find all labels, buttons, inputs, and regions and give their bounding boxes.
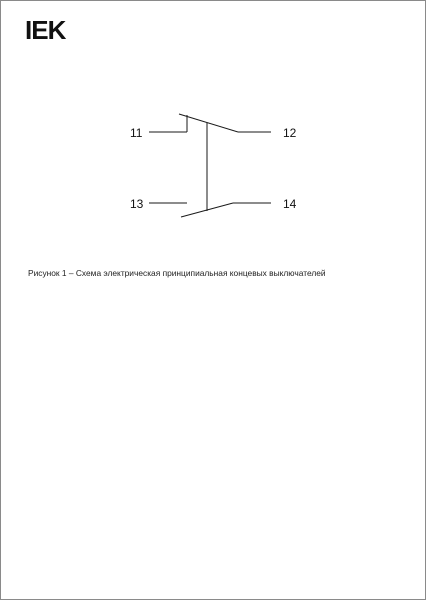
nc-contact-blade (179, 114, 238, 132)
terminal-label-11: 11 (130, 126, 143, 140)
figure-caption: Рисунок 1 – Схема электрическая принципиальная концевых выключателей (28, 268, 326, 278)
terminal-label-13: 13 (130, 197, 144, 211)
terminal-label-12: 12 (283, 126, 297, 140)
terminal-label-14: 14 (283, 197, 297, 211)
logo-text: IEK (25, 15, 66, 43)
limit-switch-schematic (1, 1, 426, 601)
